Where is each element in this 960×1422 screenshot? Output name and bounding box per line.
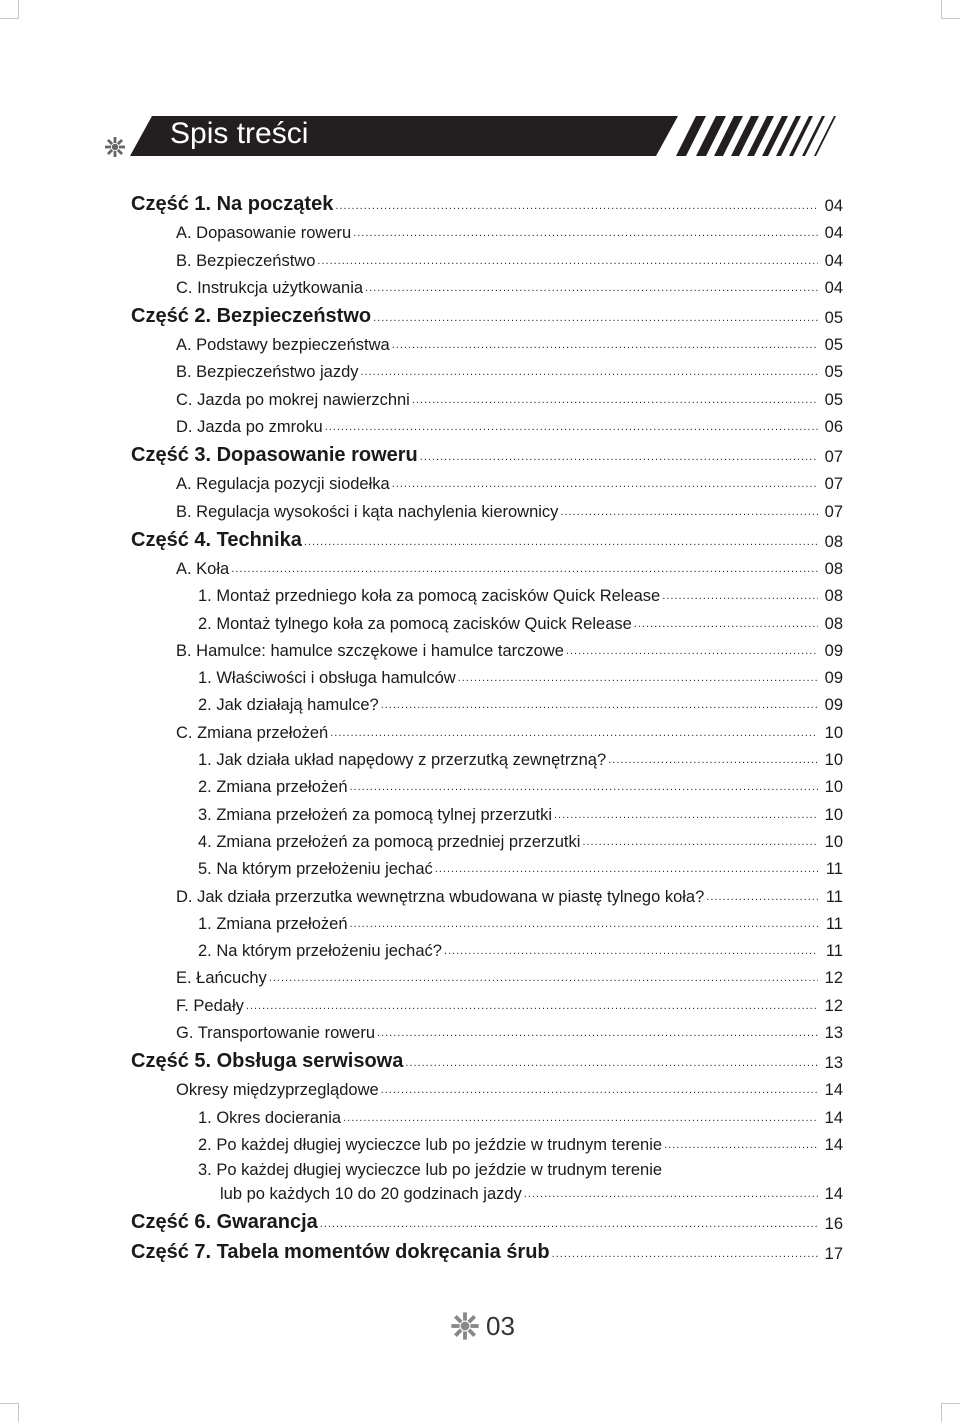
toc-page-number: 04 — [824, 224, 843, 243]
toc-page-number: 14 — [824, 1108, 843, 1127]
toc-entry — [131, 688, 843, 715]
toc-leader-dots — [444, 945, 818, 957]
toc-page-number: 07 — [824, 502, 843, 521]
toc-leader-dots — [392, 339, 818, 351]
toc-entry-title: D. Jazda po zmroku — [176, 418, 323, 437]
toc-leader-dots — [381, 1084, 818, 1096]
toc-page-number: 10 — [824, 832, 843, 851]
toc-leader-dots — [365, 282, 818, 294]
toc-leader-dots — [524, 1188, 818, 1200]
toc-leader-dots — [664, 1139, 818, 1151]
toc-page-number: 07 — [824, 448, 843, 467]
toc-leader-dots — [662, 590, 818, 602]
table-of-contents — [131, 188, 843, 1264]
toc-part-entry — [131, 439, 843, 467]
toc-leader-dots — [608, 754, 818, 766]
toc-entry-title: A. Podstawy bezpieczeństwa — [176, 336, 390, 355]
toc-entry — [131, 579, 843, 606]
toc-entry-title: C. Zmiana przełożeń — [176, 723, 329, 742]
toc-entry-title: 3. Zmiana przełożeń za pomocą tylnej przerzutki — [198, 805, 552, 824]
toc-page-number: 14 — [824, 1184, 843, 1203]
toc-part-entry — [131, 1236, 843, 1264]
crop-mark-top-right — [941, 0, 960, 19]
toc-leader-dots — [246, 1000, 818, 1012]
toc-entry — [131, 770, 843, 797]
toc-page-number: 08 — [824, 614, 843, 633]
toc-leader-dots — [552, 1248, 818, 1260]
toc-page-number: 06 — [824, 418, 843, 437]
toc-entry-title: 3. Po każdej długiej wycieczce lub po jeździe w trudnym terenie — [198, 1160, 663, 1179]
toc-entry-title: C. Jazda po mokrej nawierzchni — [176, 390, 410, 409]
toc-page-number: 05 — [824, 308, 843, 327]
toc-page-number: 10 — [824, 805, 843, 824]
toc-part-entry — [131, 1045, 843, 1073]
toc-page-number: 13 — [824, 1054, 843, 1073]
toc-page-number: 04 — [824, 251, 843, 270]
toc-page-number: 12 — [824, 996, 843, 1015]
toc-entry — [131, 715, 843, 742]
toc-entry — [131, 355, 843, 382]
toc-page-number: 04 — [824, 197, 843, 215]
crop-mark-bottom-left — [0, 1403, 19, 1422]
toc-entry — [131, 243, 843, 270]
toc-entry-title: 5. Na którym przełożeniu jechać — [198, 860, 433, 879]
toc-leader-dots — [335, 200, 818, 212]
toc-entry — [131, 634, 843, 661]
toc-entry — [131, 467, 843, 494]
toc-leader-dots — [231, 563, 818, 575]
toc-page-number: 10 — [824, 778, 843, 797]
toc-page-number: 05 — [824, 390, 843, 409]
toc-leader-dots — [377, 1027, 818, 1039]
toc-entry-title: 1. Jak działa układ napędowy z przerzutką zewnętrzną? — [198, 751, 607, 770]
toc-leader-dots — [325, 421, 818, 433]
toc-page-number: 09 — [824, 669, 843, 688]
toc-leader-dots — [330, 727, 818, 739]
toc-leader-dots — [706, 891, 818, 903]
toc-entry-title: 4. Zmiana przełożeń za pomocą przedniej przerzutki — [198, 832, 581, 851]
toc-entry-title: 2. Na którym przełożeniu jechać? — [198, 942, 442, 961]
toc-leader-dots — [320, 1218, 818, 1230]
toc-entry-title: 2. Jak działają hamulce? — [198, 696, 379, 715]
toc-entry-title: 1. Właściwości i obsługa hamulców — [198, 669, 456, 688]
toc-entry-continuation — [198, 1181, 843, 1204]
toc-page-number: 14 — [824, 1081, 843, 1100]
toc-page-number: 10 — [824, 723, 843, 742]
crop-mark-top-left — [0, 0, 19, 19]
toc-leader-dots — [566, 645, 818, 657]
toc-page-number: 14 — [824, 1135, 843, 1154]
toc-page-number: 04 — [824, 278, 843, 297]
toc-entry-title: D. Jak działa przerzutka wewnętrzna wbudowana w piastę tylnego koła? — [176, 887, 705, 906]
toc-entry-title: B. Bezpieczeństwo — [176, 251, 316, 270]
toc-leader-dots — [361, 366, 818, 378]
toc-entry-title: 1. Montaż przedniego koła za pomocą zacisków Quick Release — [198, 587, 661, 606]
toc-entry — [131, 961, 843, 988]
toc-entry-title: G. Transportowanie roweru — [176, 1024, 376, 1043]
toc-leader-dots — [304, 536, 818, 548]
toc-entry-title: E. Łańcuchy — [176, 969, 267, 988]
toc-entry — [131, 797, 843, 824]
toc-page-number: 10 — [824, 751, 843, 770]
toc-entry-title: Część 3. Dopasowanie roweru — [131, 444, 418, 467]
toc-entry — [131, 825, 843, 852]
toc-entry — [131, 852, 843, 879]
toc-leader-dots — [317, 255, 818, 267]
toc-entry-title: Część 5. Obsługa serwisowa — [131, 1050, 404, 1073]
toc-entry — [131, 328, 843, 355]
toc-page-number: 16 — [824, 1214, 843, 1233]
toc-entry-title: lub po każdych 10 do 20 godzinach jazdy — [220, 1184, 522, 1203]
toc-leader-dots — [412, 394, 818, 406]
toc-part-entry — [131, 188, 843, 216]
toc-part-entry — [131, 524, 843, 552]
toc-page-number: 05 — [824, 363, 843, 382]
toc-leader-dots — [560, 506, 818, 518]
toc-entry-title: 2. Zmiana przełożeń — [198, 778, 348, 797]
toc-entry — [131, 494, 843, 521]
toc-entry-title: B. Hamulce: hamulce szczękowe i hamulce tarczowe — [176, 641, 564, 660]
toc-leader-dots — [381, 699, 818, 711]
toc-entry — [131, 271, 843, 298]
toc-leader-dots — [420, 451, 818, 463]
toc-entry — [131, 410, 843, 437]
toc-entry-title: 1. Okres docierania — [198, 1108, 342, 1127]
toc-page-number: 09 — [824, 696, 843, 715]
gear-icon — [450, 1311, 480, 1341]
toc-entry — [131, 661, 843, 688]
toc-page-number: 11 — [825, 860, 843, 879]
toc-part-entry — [131, 1206, 843, 1234]
page-title: Spis treści — [170, 117, 309, 150]
toc-entry-title: Okresy międzyprzeglądowe — [176, 1081, 379, 1100]
toc-page-number: 09 — [824, 641, 843, 660]
toc-page-number: 07 — [824, 475, 843, 494]
toc-entry — [131, 606, 843, 633]
toc-entry — [131, 988, 843, 1015]
toc-entry-title: A. Regulacja pozycji siodełka — [176, 475, 390, 494]
toc-leader-dots — [350, 781, 819, 793]
toc-entry-title: C. Instrukcja użytkowania — [176, 278, 364, 297]
toc-entry — [131, 1073, 843, 1100]
toc-entry-title: A. Koła — [176, 559, 230, 578]
toc-entry-title: Część 6. Gwarancja — [131, 1210, 318, 1233]
toc-entry-title: Część 4. Technika — [131, 528, 302, 551]
toc-leader-dots — [405, 1057, 818, 1069]
gear-icon — [104, 136, 126, 158]
toc-entry — [131, 1128, 843, 1155]
toc-entry — [131, 382, 843, 409]
toc-leader-dots — [269, 972, 818, 984]
toc-entry — [131, 552, 843, 579]
toc-leader-dots — [343, 1112, 818, 1124]
toc-entry — [131, 879, 843, 906]
toc-page-number: 05 — [824, 336, 843, 355]
toc-leader-dots — [392, 478, 818, 490]
toc-page-number: 11 — [825, 942, 843, 961]
page-number: 03 — [486, 1310, 515, 1341]
toc-leader-dots — [373, 312, 818, 324]
toc-page-number: 13 — [824, 1024, 843, 1043]
toc-leader-dots — [435, 863, 818, 875]
toc-entry — [131, 1155, 843, 1204]
crop-mark-bottom-right — [941, 1403, 960, 1422]
toc-part-entry — [131, 300, 843, 328]
toc-page-number: 08 — [824, 559, 843, 578]
toc-entry — [131, 934, 843, 961]
toc-leader-dots — [353, 227, 818, 239]
toc-entry-title: B. Regulacja wysokości i kąta nachylenia kierownicy — [176, 502, 559, 521]
toc-entry — [131, 907, 843, 934]
toc-entry-title: 2. Po każdej długiej wycieczce lub po jeździe w trudnym terenie — [198, 1135, 663, 1154]
toc-entry-title: F. Pedały — [176, 996, 244, 1015]
toc-page-number: 08 — [824, 532, 843, 551]
toc-entry-title: Część 7. Tabela momentów dokręcania śrub — [131, 1240, 550, 1263]
page-footer — [450, 1308, 515, 1344]
toc-entry-title: B. Bezpieczeństwo jazdy — [176, 363, 359, 382]
toc-entry-title: A. Dopasowanie roweru — [176, 224, 352, 243]
toc-leader-dots — [554, 809, 818, 821]
toc-page-number: 08 — [824, 587, 843, 606]
toc-entry — [131, 1100, 843, 1127]
toc-leader-dots — [582, 836, 818, 848]
toc-entry-title: 2. Montaż tylnego koła za pomocą zacisków Quick Release — [198, 614, 632, 633]
toc-page-number: 17 — [824, 1244, 843, 1263]
toc-page-number: 11 — [825, 914, 843, 933]
toc-entry-title: Część 1. Na początek — [131, 193, 334, 215]
toc-entry-title: Część 2. Bezpieczeństwo — [131, 304, 372, 327]
toc-page-number: 11 — [825, 887, 843, 906]
toc-entry-title: 1. Zmiana przełożeń — [198, 914, 348, 933]
toc-entry — [131, 743, 843, 770]
toc-page-number: 12 — [824, 969, 843, 988]
toc-entry — [131, 1016, 843, 1043]
toc-leader-dots — [634, 618, 818, 630]
toc-leader-dots — [458, 672, 818, 684]
toc-entry — [131, 216, 843, 243]
toc-leader-dots — [350, 918, 819, 930]
